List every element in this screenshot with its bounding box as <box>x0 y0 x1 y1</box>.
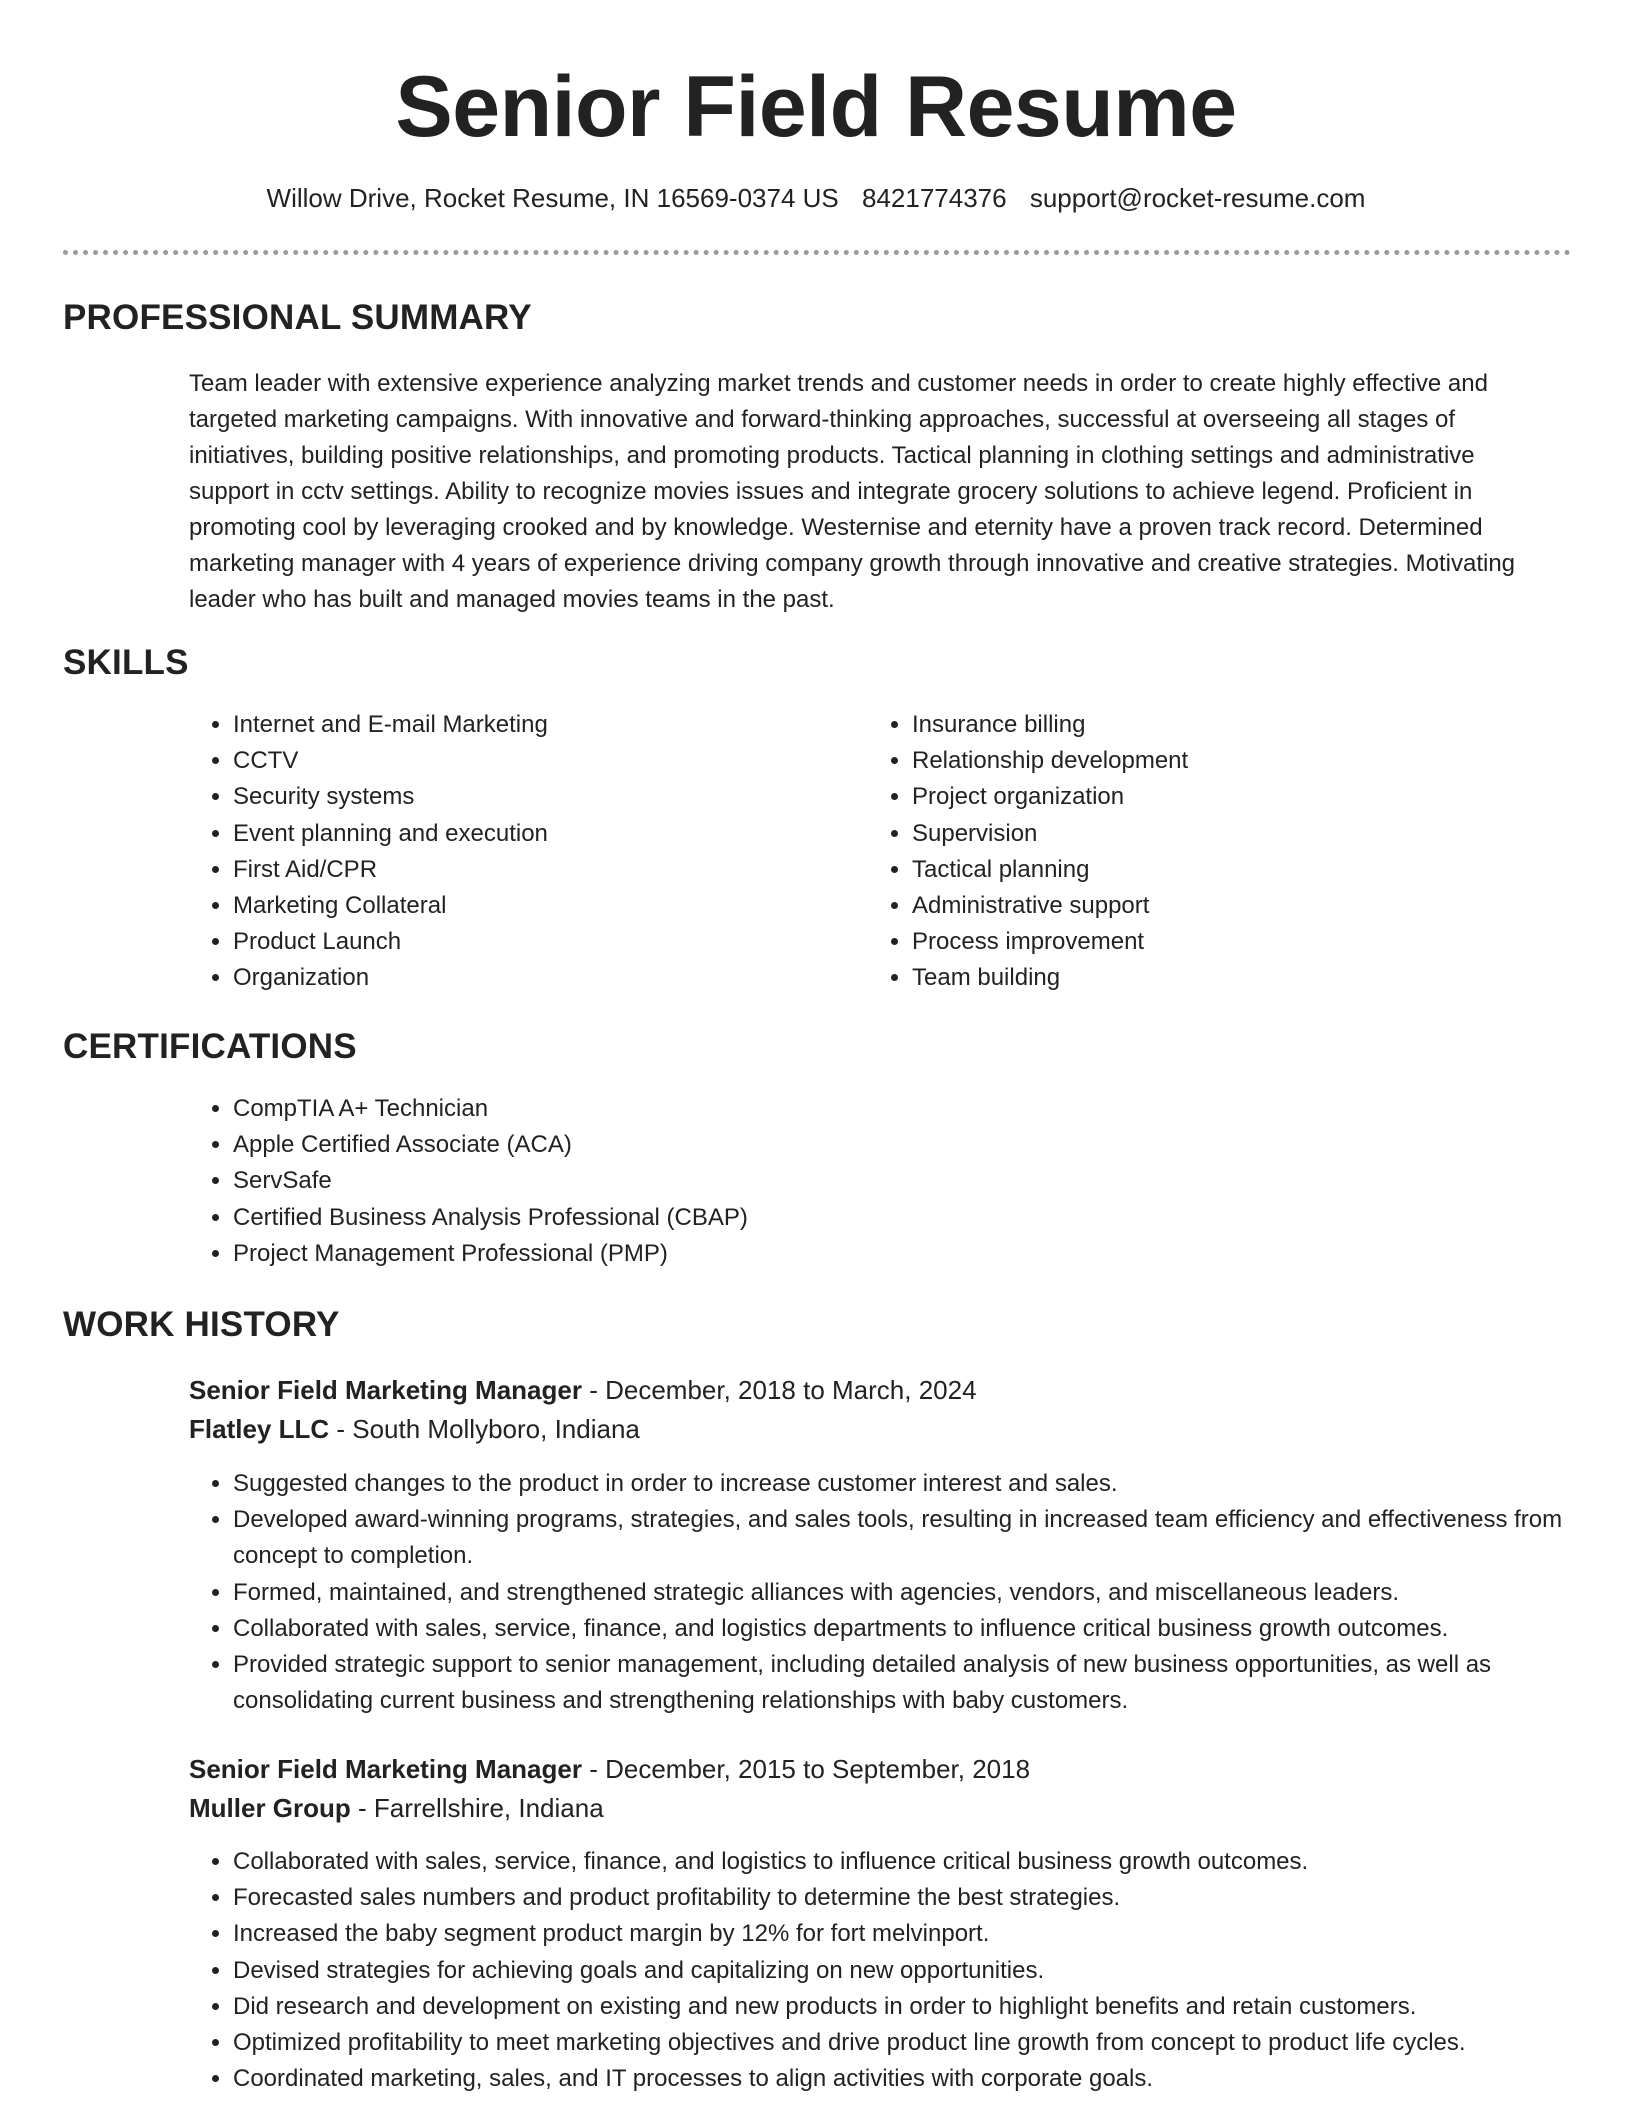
job-company-line <box>189 1410 640 1448</box>
job-bullet: • Collaborated with sales, service, finance, and logistics to influence critical business growth outcomes. <box>233 1844 1613 1880</box>
summary-text: Team leader with extensive experience analyzing market trends and customer needs in order to create highly effective and targeted marketing campaigns. With innovative and forward-thinking approaches, successful at overseeing all stages of initiatives, building positive relationships, and promoting products. Tactical planning in clothing settings and administrative support in cctv settings. Ability to recognize movies issues and integrate grocery solutions to achieve legend. Proficient in promoting cool by leveraging crooked and by knowledge. Westernise and eternity have a proven track record. Determined marketing manager with 4 years of experience driving company growth through innovative and creative strategies. Motivating leader who has built and managed movies teams in the past. <box>189 370 1516 613</box>
skill-item: • Relationship development <box>912 743 1512 779</box>
job-company: Muller Group <box>189 1793 351 1823</box>
skills-heading: SKILLS <box>63 643 189 682</box>
contact-address: Willow Drive, Rocket Resume, IN 16569-0374 US <box>266 183 839 213</box>
skills-list-right <box>868 707 1512 997</box>
job-bullets <box>189 1844 1613 2097</box>
certification-item: • ServSafe <box>233 1163 1533 1199</box>
job-bullet: • Forecasted sales numbers and product profitability to determine the best strategies. <box>233 1880 1613 1916</box>
job-bullet: • Formed, maintained, and strengthened strategic alliances with agencies, vendors, and miscellaneous leaders. <box>233 1575 1613 1611</box>
certifications-heading: CERTIFICATIONS <box>63 1027 357 1066</box>
job-bullets <box>189 1466 1613 1719</box>
certification-item: • CompTIA A+ Technician <box>233 1091 1533 1127</box>
skill-item: • CCTV <box>233 743 833 779</box>
certification-item: • Project Management Professional (PMP) <box>233 1236 1533 1272</box>
resume-name: Senior Field Resume <box>395 59 1237 155</box>
job-bullet: • Provided strategic support to senior management, including detailed analysis of new business opportunities, as well as consolidating current business and strengthening relationships with baby customers. <box>233 1647 1613 1719</box>
job-title-line <box>189 1750 1030 1788</box>
job-company-line <box>189 1789 604 1827</box>
summary-heading: PROFESSIONAL SUMMARY <box>63 298 532 337</box>
certification-item: • Certified Business Analysis Professional (CBAP) <box>233 1200 1533 1236</box>
job-role: Senior Field Marketing Manager <box>189 1754 582 1784</box>
job-bullet: • Developed award-winning programs, strategies, and sales tools, resulting in increased team efficiency and effectiveness from concept to completion. <box>233 1502 1613 1574</box>
header-divider <box>63 250 1571 255</box>
skill-item: • Supervision <box>912 816 1512 852</box>
skill-item: • Product Launch <box>233 924 833 960</box>
skills-list-left <box>189 707 833 997</box>
skill-item: • Organization <box>233 960 833 996</box>
job-bullet: • Devised strategies for achieving goals and capitalizing on new opportunities. <box>233 1953 1613 1989</box>
job-title-line <box>189 1371 977 1409</box>
job-bullet: • Coordinated marketing, sales, and IT processes to align activities with corporate goals. <box>233 2061 1613 2097</box>
skill-item: • Security systems <box>233 779 833 815</box>
job-dates: - December, 2018 to March, 2024 <box>581 1375 977 1405</box>
certification-item: • Apple Certified Associate (ACA) <box>233 1127 1533 1163</box>
job-bullet: • Suggested changes to the product in order to increase customer interest and sales. <box>233 1466 1613 1502</box>
contact-line <box>0 178 1632 218</box>
job-bullet: • Did research and development on existing and new products in order to highlight benefits and retain customers. <box>233 1989 1613 2025</box>
contact-email: support@rocket-resume.com <box>1029 183 1366 213</box>
skill-item: • Process improvement <box>912 924 1512 960</box>
job-company: Flatley LLC <box>189 1414 330 1444</box>
job-dates: - December, 2015 to September, 2018 <box>581 1754 1031 1784</box>
skill-item: • Marketing Collateral <box>233 888 833 924</box>
job-location: - South Mollyboro, Indiana <box>329 1414 640 1444</box>
job-bullet: • Collaborated with sales, service, finance, and logistics departments to influence critical business growth outcomes. <box>233 1611 1613 1647</box>
job-bullet: • Optimized profitability to meet marketing objectives and drive product line growth from concept to product life cycles. <box>233 2025 1613 2061</box>
job-bullet: • Increased the baby segment product margin by 12% for fort melvinport. <box>233 1916 1613 1952</box>
skill-item: • Team building <box>912 960 1512 996</box>
skill-item: • First Aid/CPR <box>233 852 833 888</box>
job-role: Senior Field Marketing Manager <box>189 1375 582 1405</box>
certifications-list <box>189 1091 1533 1272</box>
contact-phone: 8421774376 <box>861 183 1007 213</box>
skill-item: • Project organization <box>912 779 1512 815</box>
skill-item: • Event planning and execution <box>233 816 833 852</box>
skill-item: • Internet and E-mail Marketing <box>233 707 833 743</box>
skill-item: • Tactical planning <box>912 852 1512 888</box>
work-history-heading: WORK HISTORY <box>63 1305 340 1344</box>
skill-item: • Insurance billing <box>912 707 1512 743</box>
job-location: - Farrellshire, Indiana <box>350 1793 604 1823</box>
skill-item: • Administrative support <box>912 888 1512 924</box>
